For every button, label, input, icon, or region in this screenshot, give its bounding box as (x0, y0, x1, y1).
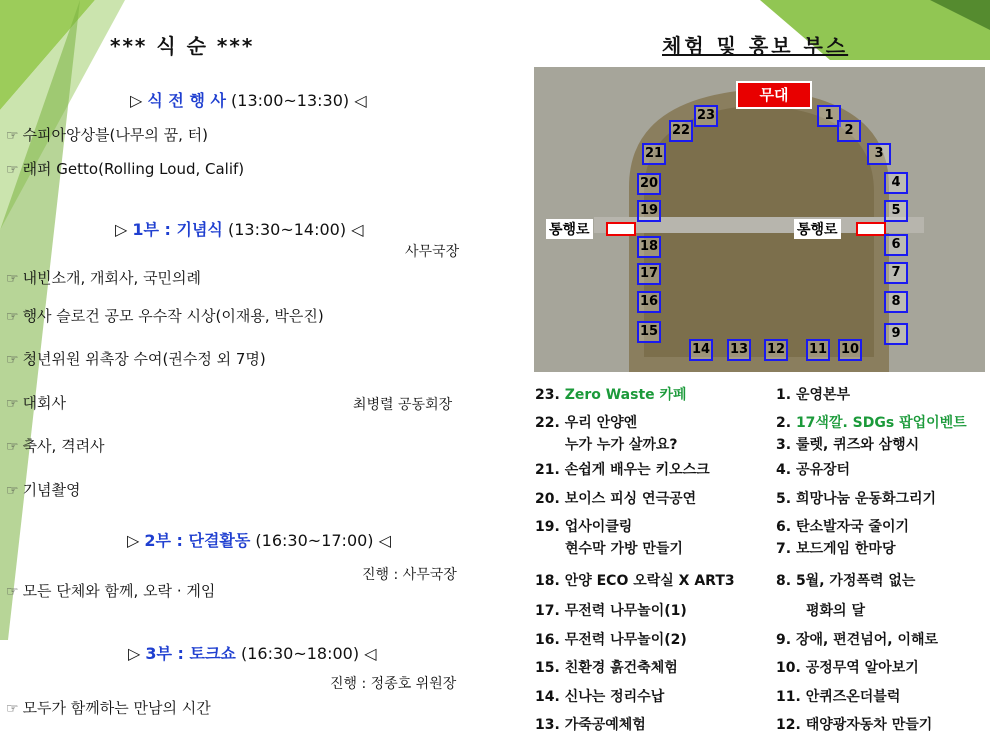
booth-list-item (535, 488, 696, 508)
booth-name: 안퀴즈온더블럭 (805, 689, 901, 705)
booth-list-item (776, 538, 895, 558)
booth-list-item (535, 629, 687, 649)
booth-name: 현수막 가방 만들기 (565, 541, 683, 557)
booth-name: 희망나눔 운동화그리기 (795, 491, 937, 507)
booth-marker: 10 (838, 339, 862, 361)
pointing-hand-icon: ☞ (6, 396, 19, 412)
booth-list-item (535, 714, 646, 734)
booth-marker: 20 (637, 173, 661, 195)
pointing-hand-icon: ☞ (6, 162, 19, 178)
booth-number: 22. (535, 415, 565, 431)
booth-marker: 7 (884, 262, 908, 284)
pointing-hand-icon: ☞ (6, 271, 19, 287)
booth-name: 가죽공예체험 (564, 717, 646, 733)
booth-marker: 15 (637, 321, 661, 343)
section-marker: ▷ (130, 91, 148, 110)
booth-number: 23. (535, 387, 565, 403)
section-marker: ▷ (115, 220, 133, 239)
part1-speaker: 최병렬 공동회장 (353, 397, 453, 413)
pointing-hand-icon: ☞ (6, 439, 19, 455)
booth-list-item (776, 384, 850, 404)
program-item-text: 기념촬영 (22, 481, 81, 499)
booth-name: 손쉽게 배우는 키오스크 (564, 462, 710, 478)
program-item-text: 수피아앙상블(나무의 꿈, 터) (22, 126, 208, 144)
pointing-hand-icon: ☞ (6, 352, 19, 368)
booth-name: 룰렛, 퀴즈와 삼행시 (795, 437, 920, 453)
program-item-text: 청년위원 위촉장 수여(권수정 외 7명) (22, 350, 266, 368)
road-label-right: 통행로 (794, 219, 841, 239)
booth-marker: 5 (884, 200, 908, 222)
section-name: 1부 : 기념식 (132, 220, 223, 239)
booth-name: 무전력 나무놀이(1) (564, 603, 687, 619)
booth-number: 9. (776, 632, 796, 648)
booth-number: 12. (776, 717, 806, 733)
pointing-hand-icon: ☞ (6, 309, 19, 325)
program-item-text: 모두가 함께하는 만남의 시간 (22, 699, 211, 717)
program-item (6, 124, 208, 145)
arrow-right-icon (606, 222, 636, 236)
booth-name: 5월, 가정폭력 없는 (795, 573, 916, 589)
booth-marker: 23 (694, 105, 718, 127)
booth-name: 탄소발자국 줄이기 (795, 519, 910, 535)
booth-name: 신나는 정리수납 (564, 689, 665, 705)
section-time: (13:00~13:30) ◁ (225, 91, 367, 110)
booth-list-item (535, 686, 664, 706)
stage-label: 무대 (736, 81, 812, 109)
booth-name: 친환경 흙건축체험 (564, 660, 678, 676)
booth-list-item (776, 686, 900, 706)
part3-host: 진행 : 정종호 위원장 (330, 676, 457, 692)
booth-name: 업사이클링 (564, 519, 633, 535)
section-part1 (115, 217, 363, 240)
program-item (6, 479, 81, 500)
section-time: (16:30~17:00) ◁ (250, 531, 391, 550)
pointing-hand-icon: ☞ (6, 483, 19, 499)
booth-list-item (535, 657, 678, 677)
venue-map-background (534, 67, 985, 372)
booth-number: 17. (535, 603, 565, 619)
booth-marker: 18 (637, 236, 661, 258)
booth-number: 2. (776, 415, 796, 431)
booth-name: 평화의 달 (806, 603, 865, 619)
booth-name: 공유장터 (795, 462, 851, 478)
booth-number: 7. (776, 541, 796, 557)
booth-name: 운영본부 (795, 387, 851, 403)
booth-name: 17색깔. SDGs 팝업이벤트 (795, 415, 967, 431)
section-name: 3부 : 토크쇼 (145, 644, 236, 663)
booth-number: 19. (535, 519, 565, 535)
booth-name: 우리 안양엔 (564, 415, 638, 431)
program-item (6, 580, 215, 601)
program-item-text: 모든 단체와 함께, 오락 · 게임 (22, 582, 216, 600)
pointing-hand-icon: ☞ (6, 128, 19, 144)
booth-marker: 16 (637, 291, 661, 313)
program-item (6, 267, 201, 288)
booth-number: 4. (776, 462, 796, 478)
program-item-text: 내빈소개, 개회사, 국민의례 (22, 269, 202, 287)
booth-list-item (776, 434, 919, 454)
booth-list-item (565, 538, 683, 558)
booth-name: 장애, 편견넘어, 이해로 (795, 632, 939, 648)
booth-marker: 14 (689, 339, 713, 361)
booth-number: 14. (535, 689, 565, 705)
booth-marker: 17 (637, 263, 661, 285)
program-item-text: 래퍼 Getto(Rolling Loud, Calif) (22, 160, 245, 178)
booth-marker: 3 (867, 143, 891, 165)
section-marker: ▷ (128, 644, 146, 663)
booth-list-item (776, 459, 850, 479)
booth-marker: 6 (884, 234, 908, 256)
section-name: 식 전 행 사 (147, 91, 226, 110)
program-item (6, 158, 244, 179)
booth-marker: 9 (884, 323, 908, 345)
booth-marker: 4 (884, 172, 908, 194)
booth-number: 20. (535, 491, 565, 507)
section-time: (16:30~18:00) ◁ (235, 644, 377, 663)
program-item (6, 348, 266, 369)
booth-marker: 11 (806, 339, 830, 361)
booth-list-item (776, 488, 936, 508)
program-title: *** 식 순 *** (110, 34, 255, 58)
section-part2 (127, 528, 391, 551)
booth-name: 태양광자동차 만들기 (805, 717, 933, 733)
booth-number: 6. (776, 519, 796, 535)
booth-number: 10. (776, 660, 806, 676)
booth-marker: 22 (669, 120, 693, 142)
booth-list-item (535, 516, 632, 536)
booth-list-item (535, 412, 637, 432)
program-item (6, 697, 211, 718)
part1-host: 사무국장 (405, 244, 460, 260)
booth-number: 11. (776, 689, 806, 705)
booth-marker: 2 (837, 120, 861, 142)
booth-list-item (806, 600, 865, 620)
booth-number: 13. (535, 717, 565, 733)
booth-list-item (776, 516, 909, 536)
booth-marker: 13 (727, 339, 751, 361)
booth-list-item (776, 412, 967, 432)
booth-number: 8. (776, 573, 796, 589)
booth-marker: 19 (637, 200, 661, 222)
part2-host: 진행 : 사무국장 (362, 567, 457, 583)
program-item (6, 435, 105, 456)
section-part3 (128, 641, 376, 664)
booth-list-item (776, 714, 932, 734)
booth-list-item (535, 459, 710, 479)
booth-number: 18. (535, 573, 565, 589)
booth-number: 5. (776, 491, 796, 507)
booth-name: 보드게임 한마당 (795, 541, 896, 557)
booth-name: 무전력 나무놀이(2) (564, 632, 687, 648)
booth-marker: 1 (817, 105, 841, 127)
booth-list-item (776, 629, 938, 649)
section-pre-event (130, 88, 367, 111)
arrow-right-icon (856, 222, 886, 236)
booth-number: 3. (776, 437, 796, 453)
booth-number: 16. (535, 632, 565, 648)
pointing-hand-icon: ☞ (6, 701, 19, 717)
booth-list-item (535, 570, 735, 590)
program-item-text: 대회사 (22, 394, 67, 412)
booth-list-item (776, 657, 919, 677)
booth-name: 공정무역 알아보기 (805, 660, 919, 676)
booth-title: 체험 및 홍보 부스 (662, 34, 849, 58)
section-time: (13:30~14:00) ◁ (222, 220, 364, 239)
booth-name: 보이스 피싱 연극공연 (564, 491, 697, 507)
booth-marker: 12 (764, 339, 788, 361)
booth-name: 안양 ECO 오락실 X ART3 (564, 573, 735, 589)
booth-marker: 21 (642, 143, 666, 165)
pointing-hand-icon: ☞ (6, 584, 19, 600)
program-item (6, 392, 66, 413)
program-item-text: 행사 슬로건 공모 우수작 시상(이재용, 박은진) (22, 307, 324, 325)
booth-number: 15. (535, 660, 565, 676)
road-label-left: 통행로 (546, 219, 593, 239)
booth-list-item (776, 570, 915, 590)
booth-name: 누가 누가 살까요? (565, 437, 678, 453)
booth-list-item (535, 384, 687, 404)
booth-name: Zero Waste 카페 (564, 387, 687, 403)
booth-list-item (535, 600, 687, 620)
section-marker: ▷ (127, 531, 145, 550)
program-item (6, 305, 324, 326)
venue-map (534, 67, 985, 372)
booth-list-item (565, 434, 678, 454)
booth-marker: 8 (884, 291, 908, 313)
booth-number: 21. (535, 462, 565, 478)
section-name: 2부 : 단결활동 (144, 531, 251, 550)
program-item-text: 축사, 격려사 (22, 437, 105, 455)
booth-number: 1. (776, 387, 796, 403)
